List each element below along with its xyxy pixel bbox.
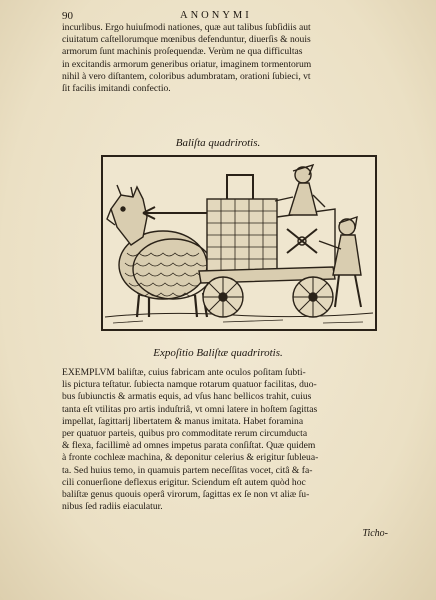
text-line: EXEMPLVM baliſtæ, cuius fabricam ante oculos poſitam ſubti-	[62, 367, 306, 378]
body-paragraph	[62, 367, 402, 513]
text-line: ta. Sed huius temo, in quamuis partem neceſſitas vocet, citâ & fa-	[62, 464, 313, 476]
catchword: Ticho-	[362, 528, 388, 539]
text-line: armorum ſunt machinis proſequendæ. Verùm ne qua difficultas	[62, 46, 303, 58]
text-line: per quatuor parteis, quibus pro commoditate rerum circumducta	[62, 428, 308, 440]
text-line: lis pictura teſtatur. ſubiecta namque rotarum quatuor facilitas, duo-	[62, 379, 317, 391]
text-line: & flexa, facillimè ad omnes impetus parata conſiſtat. Quæ quidem	[62, 440, 316, 452]
text-line: impellat, ſagittarij libertatem & manus imitata. Habet foramina	[62, 415, 304, 427]
text-line: ſit facilis imitandi confectio.	[62, 83, 171, 95]
text-line: nihil à vero diſtantem, coloribus adumbratam, orationi ſubieci, vt	[62, 70, 311, 82]
text-line: bus ſubiunctis & armatis equis, ad vſus hanc bellicos trahit, cuius	[62, 391, 312, 403]
text-line: nibus ſed radiis eiaculatur.	[62, 501, 163, 513]
running-head: ANONYMI	[180, 10, 252, 21]
ballista-woodcut-illustration	[101, 155, 377, 331]
illustration-caption: Baliſta quadrirotis.	[175, 137, 261, 149]
text-line: incurlibus. Ergo huiuſmodi nationes, quæ aut talibus ſubſidiis aut	[62, 22, 311, 33]
folio-number: 90	[62, 10, 73, 22]
section-subtitle: Expoſitio Baliſtæ quadrirotis.	[153, 347, 283, 359]
text-line: à fronte cochleæ machina, & deponitur celerius & erigitur ſubleua-	[62, 452, 319, 464]
text-line: baliſtæ genus quouis operâ virorum, ſagittas ex ſe non vt aliæ ſu-	[62, 489, 310, 501]
intro-paragraph	[62, 22, 402, 95]
text-line: cili conuerſione deflexus erigitur. Sciendum eſt autem quòd hoc	[62, 476, 306, 488]
text-line: ciuitatum caſtellorumque mœnibus defenduntur, diuerſis & nouis	[62, 34, 311, 46]
text-line: tanta eſt vtilitas pro artis induſtriâ, vt omni latere in hoſtem ſagittas	[62, 403, 318, 415]
text-line: in excitandis armorum generibus oriatur, imaginem tormentorum	[62, 58, 312, 70]
